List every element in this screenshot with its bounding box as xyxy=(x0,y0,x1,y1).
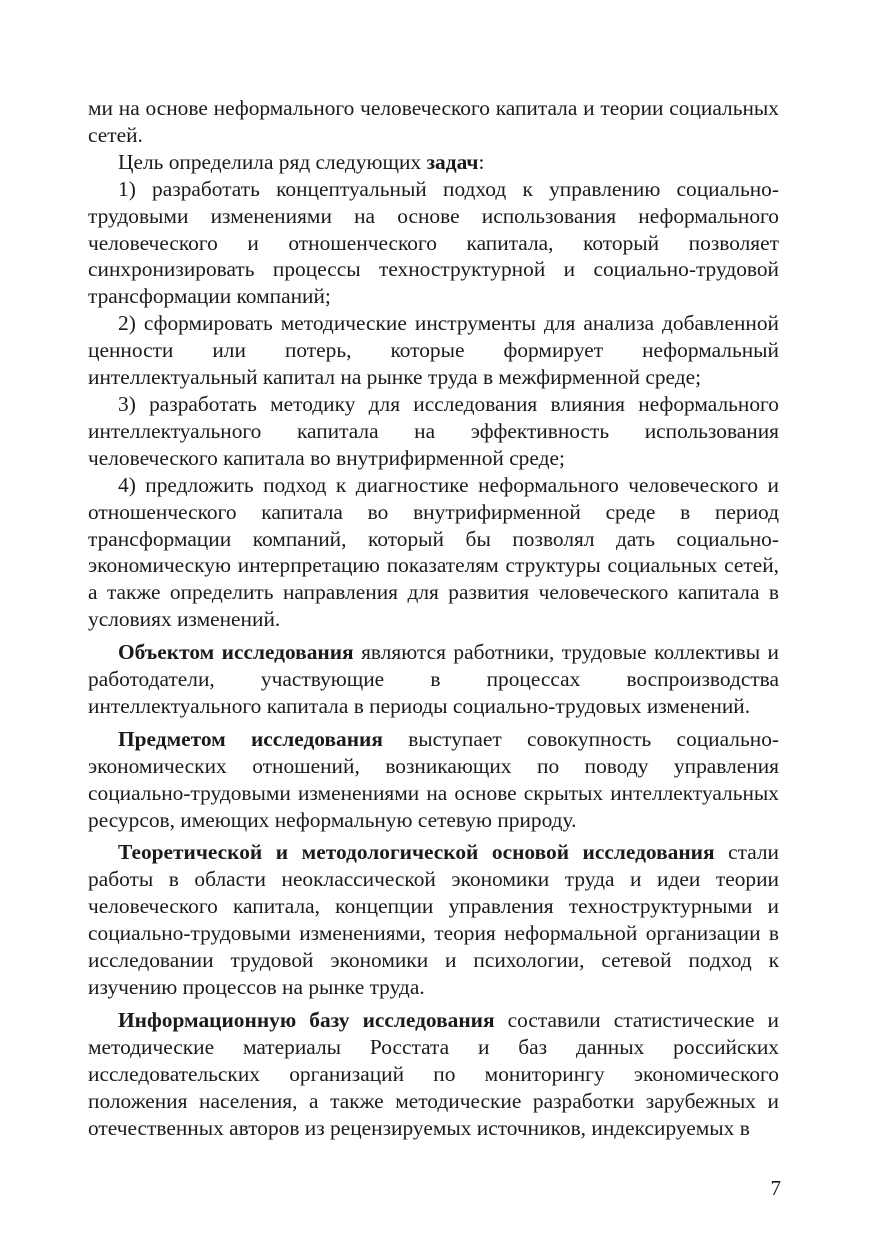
methodology-heading: Теоретической и методологической основой исследования xyxy=(118,840,715,865)
object-heading: Объектом исследования xyxy=(118,640,354,665)
goal-tasks-colon: : xyxy=(478,149,485,174)
goal-tasks-text: Цель определила ряд следующих xyxy=(118,149,427,174)
task-item-3: 3) разработать методику для исследования влияния неформального интеллектуального капитала на эффективность использования человеческого капитала во внутрифирменной среде; xyxy=(88,391,779,470)
paragraph-goal-tasks xyxy=(88,149,779,176)
paragraph-info-base xyxy=(88,1007,779,1142)
info-base-heading: Информационную базу исследования xyxy=(118,1007,495,1032)
page-number: 7 xyxy=(770,1176,781,1200)
info-base-text: составили статистические и методические материалы Росстата и баз данных российских исследовательских организаций по мониторингу экономического положения населения, а также методические разработки зарубежных и отечественных авторов из рецензируемых источников, индексируемых в xyxy=(88,1007,779,1140)
subject-text: выступает совокупность социально-экономических отношений, возникающих по поводу управления социально-трудовыми изменениями на основе скрытых интеллектуальных ресурсов, имеющих неформальную сетевую природу. xyxy=(88,726,780,832)
subject-heading: Предметом исследования xyxy=(118,726,383,751)
methodology-text: стали работы в области неоклассической экономики труда и идеи теории человеческого капитала, концепции управления техноструктурными и социально-трудовыми изменениями, теория неформальной организации в исследовании трудовой экономики и психологии, сетевой подход к изучению процессов на рынке труда. xyxy=(88,840,779,999)
task-item-2: 2) сформировать методические инструменты для анализа добавленной ценности или потерь, которые формирует неформальный интеллектуальный капитал на рынке труда в межфирменной среде; xyxy=(88,311,779,390)
tasks-keyword: задач xyxy=(426,149,479,174)
paragraph-subject xyxy=(88,726,779,834)
paragraph-methodology xyxy=(88,839,779,1000)
paragraph-continuation: ми на основе неформального человеческого капитала и теории социальных сетей. xyxy=(88,96,779,147)
paragraph-object xyxy=(88,639,779,720)
body-text xyxy=(88,95,779,1141)
task-item-1: 1) разработать концептуальный подход к управлению социально-трудовыми изменениями на основе использования неформального человеческого и отношенческого капитала, который позволяет синхронизировать процессы техноструктурной и социально-трудовой трансформации компаний; xyxy=(88,176,779,309)
task-item-4: 4) предложить подход к диагностике неформального человеческого и отношенческого капитала во внутрифирменной среде в период трансформации компаний, который бы позволял дать социально-экономическую интерпретацию показателям структуры социальных сетей, а также определить направления для развития человеческого капитала в условиях изменений. xyxy=(88,472,779,632)
object-text: являются работники, трудовые коллективы и работодатели, участвующие в процессах воспроизводства интеллектуального капитала в периоды социально-трудовых изменений. xyxy=(88,640,780,718)
